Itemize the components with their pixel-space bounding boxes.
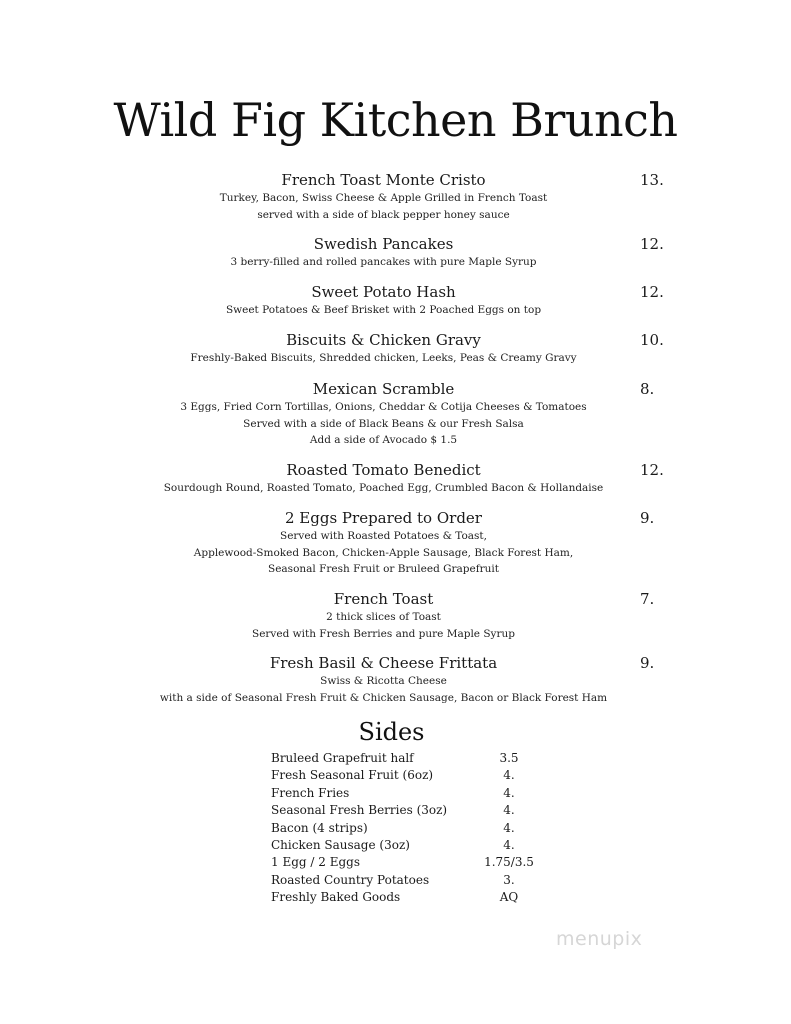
side-price: 4.	[503, 803, 515, 818]
item-price: 9.	[640, 654, 655, 672]
menu-item	[0, 589, 791, 642]
menu-item	[0, 653, 791, 706]
item-price: 10.	[640, 331, 664, 349]
item-name: French Toast	[333, 590, 434, 608]
item-name: Fresh Basil & Cheese Frittata	[269, 654, 498, 672]
item-description: Applewood-Smoked Bacon, Chicken-Apple Sausage, Black Forest Ham,	[193, 546, 574, 559]
side-name: Seasonal Fresh Berries (3oz)	[271, 803, 448, 818]
item-description: Turkey, Bacon, Swiss Cheese & Apple Grilled in French Toast	[219, 192, 548, 204]
item-description: Served with Roasted Potatoes & Toast,	[280, 530, 487, 542]
item-description: Swiss & Ricotta Cheese	[320, 675, 447, 687]
menu-item	[0, 508, 791, 578]
side-price: 3.	[503, 872, 515, 887]
item-description: 3 Eggs, Fried Corn Tortillas, Onions, Cheddar & Cotija Cheeses & Tomatoes	[180, 401, 587, 413]
menu-item	[0, 379, 791, 449]
item-description: Served with Fresh Berries and pure Maple Syrup	[252, 627, 515, 640]
item-name: Biscuits & Chicken Gravy	[286, 331, 481, 349]
side-item	[271, 750, 571, 767]
side-price: 3.5	[499, 751, 519, 765]
sides-heading: Sides	[358, 718, 425, 746]
item-name: Swedish Pancakes	[313, 235, 454, 253]
item-description: 3 berry-filled and rolled pancakes with pure Maple Syrup	[230, 256, 537, 268]
watermark-logo: menupix	[556, 928, 643, 950]
item-price: 8.	[640, 380, 655, 398]
side-price: 1.75/3.5	[484, 855, 534, 870]
item-name: Roasted Tomato Benedict	[286, 461, 481, 479]
side-price: 4.	[503, 837, 515, 852]
item-description: Sweet Potatoes & Beef Brisket with 2 Poached Eggs on top	[225, 304, 542, 316]
item-description: with a side of Seasonal Fresh Fruit & Chicken Sausage, Bacon or Black Forest Ham	[159, 691, 608, 704]
menu-item	[0, 234, 791, 271]
item-description: Add a side of Avocado $ 1.5	[309, 434, 458, 446]
side-item	[271, 767, 571, 784]
item-price: 13.	[640, 171, 664, 189]
sides-list	[271, 750, 571, 907]
side-item	[271, 854, 571, 871]
side-name: Fresh Seasonal Fruit (6oz)	[271, 768, 434, 783]
item-name: Mexican Scramble	[312, 380, 455, 398]
page-title: Wild Fig Kitchen Brunch	[113, 93, 678, 147]
side-name: Freshly Baked Goods	[271, 890, 401, 905]
menu-item	[0, 170, 791, 223]
side-item	[271, 837, 571, 854]
item-description: Served with a side of Black Beans & our Fresh Salsa	[243, 417, 524, 430]
side-item	[271, 889, 571, 906]
item-description: 2 thick slices of Toast	[326, 611, 441, 623]
item-description: served with a side of black pepper honey sauce	[257, 208, 510, 221]
side-name: 1 Egg / 2 Eggs	[271, 855, 360, 870]
side-item	[271, 820, 571, 837]
menu-item	[0, 330, 791, 367]
item-price: 12.	[640, 461, 664, 479]
item-price: 12.	[640, 283, 664, 301]
side-price: 4.	[503, 768, 515, 783]
item-description: Sourdough Round, Roasted Tomato, Poached Egg, Crumbled Bacon & Hollandaise	[163, 482, 604, 494]
side-price: AQ	[499, 890, 519, 905]
item-price: 12.	[640, 235, 664, 253]
menu-item	[0, 460, 791, 497]
side-item	[271, 872, 571, 889]
side-item	[271, 785, 571, 802]
item-name: 2 Eggs Prepared to Order	[285, 509, 482, 527]
side-price: 4.	[503, 820, 515, 835]
item-price: 9.	[640, 509, 655, 527]
item-name: Sweet Potato Hash	[311, 283, 456, 301]
side-name: Chicken Sausage (3oz)	[271, 837, 410, 852]
item-description: Seasonal Fresh Fruit or Bruleed Grapefruit	[268, 563, 499, 575]
side-name: French Fries	[271, 785, 350, 800]
item-price: 7.	[640, 590, 655, 608]
item-description: Freshly-Baked Biscuits, Shredded chicken, Leeks, Peas & Creamy Gravy	[190, 352, 577, 364]
side-name: Bacon (4 strips)	[271, 820, 368, 835]
side-name: Bruleed Grapefruit half	[271, 751, 414, 765]
menu-item	[0, 282, 791, 319]
side-item	[271, 802, 571, 819]
item-name: French Toast Monte Cristo	[281, 171, 486, 189]
side-name: Roasted Country Potatoes	[271, 872, 430, 887]
side-price: 4.	[503, 785, 515, 800]
